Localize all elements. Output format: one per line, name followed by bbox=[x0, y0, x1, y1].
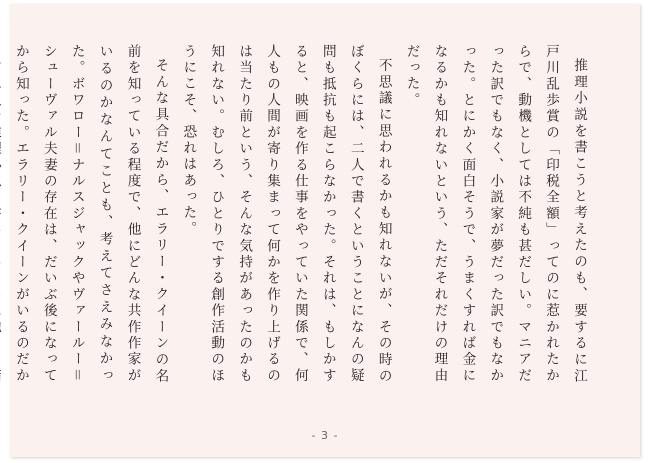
paragraph-3: そんな具合だから、エラリー・クイーンの名前を知っている程度で、他にどんな共作作家がいるのかなんてことも、考えてさえみなかった。ボワロー＝ナルスジャックやヴァールー＝シューヴァル夫妻の存在は、だいぶ後になってから知った。エラリー・クイーンがいるのだか bbox=[12, 44, 169, 384]
book-page bbox=[10, 4, 640, 457]
body-text bbox=[0, 44, 592, 384]
page-number: - 3 - bbox=[311, 429, 339, 442]
paragraph-1: 推理小説を書こうと考えたのも、要するに江戸川乱歩賞の「印税全額」ってのに惹かれたからで、動機としては不純も甚だしい。マニアだった訳でもなく、小説家が夢だった訳でもなかった。とにかく面白そうで、うまくすれば金になるかも知れないという、ただそれだけの理由だった。 bbox=[403, 44, 587, 384]
paragraph-2: 不思議に思われるかも知れないが、その時のぼくらには、二人で書くということになんの疑問も抵抗も起こらなかった。それは、もしかすると、映画を作る仕事をやっていた関係で、何人もの人間が寄り集まって何かを作り上げるのは当たり前という、そんな気持があったのかも知れない。むしろ、ひとりでする創作活動のほうにこそ、恐れはあった。 bbox=[180, 44, 392, 384]
